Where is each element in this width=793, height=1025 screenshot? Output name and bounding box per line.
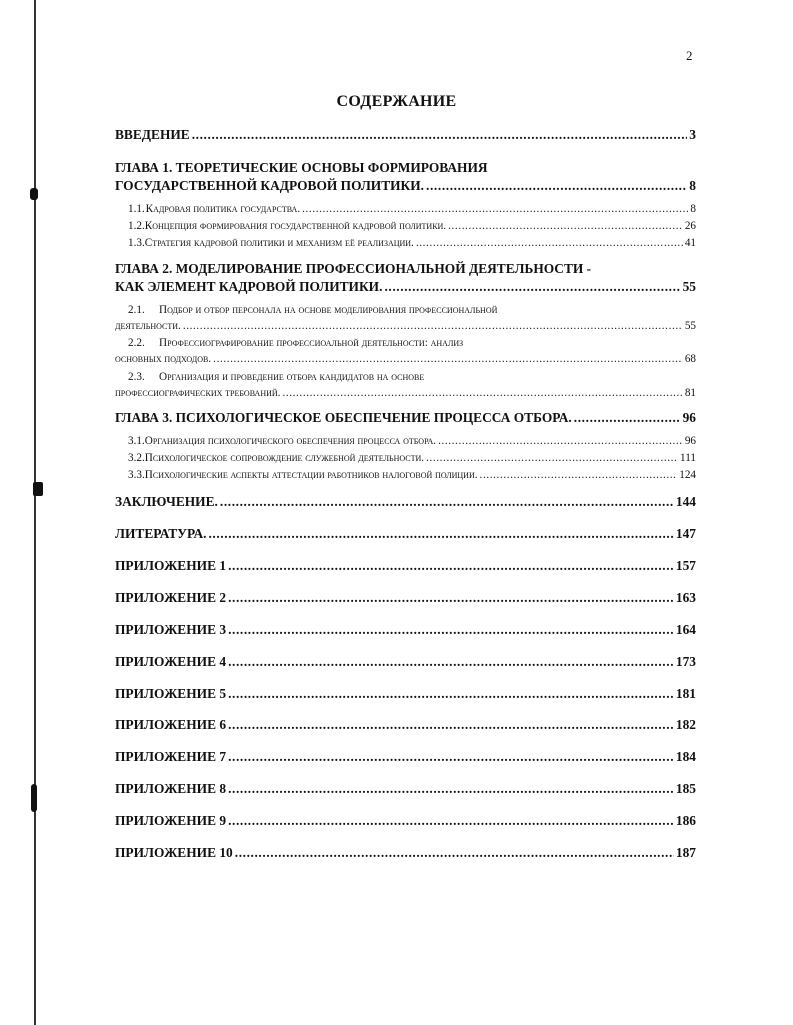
- toc-entry-label: ПРИЛОЖЕНИЕ 6: [115, 717, 227, 732]
- toc-section-number: 1.1.: [128, 203, 145, 215]
- toc-entry-label: ПРИЛОЖЕНИЕ 4: [115, 654, 227, 669]
- toc-section-1-1[interactable]: [115, 203, 696, 215]
- toc-appendix[interactable]: [115, 590, 696, 606]
- toc-entry-label: ПРИЛОЖЕНИЕ 8: [115, 781, 227, 796]
- scan-blot: [30, 188, 38, 200]
- toc-entry-label: ВВЕДЕНИЕ: [115, 127, 190, 142]
- toc-entry-label: ПРИЛОЖЕНИЕ 3: [115, 622, 227, 637]
- toc-entry-label: Организация и проведение отбора кандидатов на основе: [159, 371, 425, 383]
- toc-entry-page: 26: [684, 220, 696, 232]
- toc-entry-page: 55: [684, 320, 696, 332]
- toc-entry-page: 182: [675, 717, 696, 732]
- toc-section-1-3[interactable]: [115, 237, 696, 249]
- toc-entry-page: 157: [675, 558, 696, 573]
- toc-section-2-2-line1: [115, 337, 696, 349]
- toc-entry-page: 96: [684, 435, 696, 447]
- toc-entry-label: ЗАКЛЮЧЕНИЕ.: [115, 494, 218, 509]
- toc-entry-page: 124: [679, 469, 696, 481]
- toc-section-2-3[interactable]: [115, 387, 696, 399]
- toc-entry-label: ПРИЛОЖЕНИЕ 7: [115, 749, 227, 764]
- toc-entry-label: ГОСУДАРСТВЕННОЙ КАДРОВОЙ ПОЛИТИКИ.: [115, 178, 425, 193]
- toc-entry-label: основных подходов.: [115, 353, 212, 365]
- toc-section-2-1-line1: [115, 304, 696, 316]
- toc-section-2-2[interactable]: [115, 353, 696, 365]
- toc-appendix[interactable]: [115, 654, 696, 670]
- toc-entry-label: ПРИЛОЖЕНИЕ 9: [115, 813, 227, 828]
- toc-entry-label: Профессиографирование профессиоальной деятельности: анализ: [159, 337, 464, 349]
- toc-section-number: 1.3.: [128, 237, 145, 249]
- toc-section-number: 1.2.: [128, 220, 145, 232]
- toc-entry-label: ПРИЛОЖЕНИЕ 1: [115, 558, 227, 573]
- toc-literature[interactable]: [115, 526, 696, 542]
- toc-entry-label: Концепция формирования государственной кадровой политики.: [144, 220, 447, 232]
- toc-entry-page: 186: [675, 813, 696, 828]
- toc-entry-page: 185: [675, 781, 696, 796]
- toc-chapter1-line1: ГЛАВА 1. ТЕОРЕТИЧЕСКИЕ ОСНОВЫ ФОРМИРОВАНИЯ: [115, 160, 488, 175]
- toc-entry-label: Психологическое сопровождение служебной деятельности.: [144, 452, 425, 464]
- toc-appendix[interactable]: [115, 781, 696, 797]
- toc-entry-page: 8: [690, 203, 696, 215]
- toc-entry-page: 96: [682, 410, 696, 425]
- toc-entry-label: ПРИЛОЖЕНИЕ 10: [115, 845, 233, 860]
- scan-edge-line: [34, 0, 36, 1025]
- toc-chapter1[interactable]: [115, 178, 696, 194]
- toc-appendix[interactable]: [115, 717, 696, 733]
- toc-entry-page: 184: [675, 749, 696, 764]
- toc-entry-label: Кадровая политика государства.: [145, 203, 301, 215]
- toc-section-number: 3.3.: [128, 469, 145, 481]
- toc-section-3-3[interactable]: [115, 469, 696, 481]
- toc-section-2-3-line1: [115, 371, 696, 383]
- toc-entry-label: Подбор и отбор персонала на основе моделирования профессиональной: [159, 304, 498, 316]
- toc-appendix[interactable]: [115, 845, 696, 861]
- toc-appendix[interactable]: [115, 749, 696, 765]
- toc-section-number: 2.3.: [128, 371, 145, 383]
- toc-section-number: 3.1.: [128, 435, 145, 447]
- page-number: 2: [686, 48, 693, 63]
- toc-entry-label: Стратегия кадровой политики и механизм её реализации.: [144, 237, 414, 249]
- toc-section-2-1[interactable]: [115, 320, 696, 332]
- scan-blot: [33, 482, 43, 496]
- toc-entry-page: 173: [675, 654, 696, 669]
- toc-section-number: 3.2.: [128, 452, 145, 464]
- toc-section-number: 2.1.: [128, 304, 145, 316]
- toc-entry-page: 41: [684, 237, 696, 249]
- toc-chapter2[interactable]: [115, 279, 696, 295]
- toc-conclusion[interactable]: [115, 494, 696, 510]
- toc-entry-page: 187: [675, 845, 696, 860]
- toc-appendix[interactable]: [115, 622, 696, 638]
- toc-entry-page: 81: [684, 387, 696, 399]
- scan-blot: [31, 784, 37, 812]
- toc-entry-page: 55: [682, 279, 696, 294]
- toc-entry-label: ПРИЛОЖЕНИЕ 2: [115, 590, 227, 605]
- toc-appendix[interactable]: [115, 558, 696, 574]
- toc-section-number: 2.2.: [128, 337, 145, 349]
- toc-entry-page: 147: [675, 526, 696, 541]
- toc-chapter2-line1: ГЛАВА 2. МОДЕЛИРОВАНИЕ ПРОФЕССИОНАЛЬНОЙ ДЕЯТЕЛЬНОСТИ -: [115, 261, 592, 276]
- toc-entry-page: 3: [689, 127, 696, 142]
- toc-chapter3[interactable]: [115, 410, 696, 426]
- toc-entry-page: 8: [689, 178, 696, 193]
- toc-title: СОДЕРЖАНИЕ: [336, 93, 457, 110]
- toc-section-1-2[interactable]: [115, 220, 696, 232]
- toc-entry-label: ЛИТЕРАТУРА.: [115, 526, 207, 541]
- toc-entry-label: ГЛАВА 3. ПСИХОЛОГИЧЕСКОЕ ОБЕСПЕЧЕНИЕ ПРОЦЕССА ОТБОРА.: [115, 410, 572, 425]
- toc-appendix[interactable]: [115, 813, 696, 829]
- toc-entry-page: 68: [684, 353, 696, 365]
- toc-section-3-2[interactable]: [115, 452, 696, 464]
- toc-entry-page: 181: [675, 686, 696, 701]
- toc-intro[interactable]: [115, 127, 696, 143]
- toc-appendix[interactable]: [115, 686, 696, 702]
- toc-entry-label: Психологические аспекты аттестации работников налоговой полиции.: [144, 469, 478, 481]
- toc-entry-label: КАК ЭЛЕМЕНТ КАДРОВОЙ ПОЛИТИКИ.: [115, 279, 383, 294]
- toc-entry-label: ПРИЛОЖЕНИЕ 5: [115, 686, 227, 701]
- toc-entry-page: 144: [675, 494, 696, 509]
- toc-entry-page: 164: [675, 622, 696, 637]
- toc-entry-label: Организация психологического обеспечения процесса отбора.: [144, 435, 437, 447]
- toc-section-3-1[interactable]: [115, 435, 696, 447]
- toc-entry-page: 163: [675, 590, 696, 605]
- toc-entry-label: профессиографических требований.: [115, 387, 281, 399]
- toc-entry-page: 111: [680, 452, 696, 464]
- toc-entry-label: деятельности.: [115, 320, 181, 332]
